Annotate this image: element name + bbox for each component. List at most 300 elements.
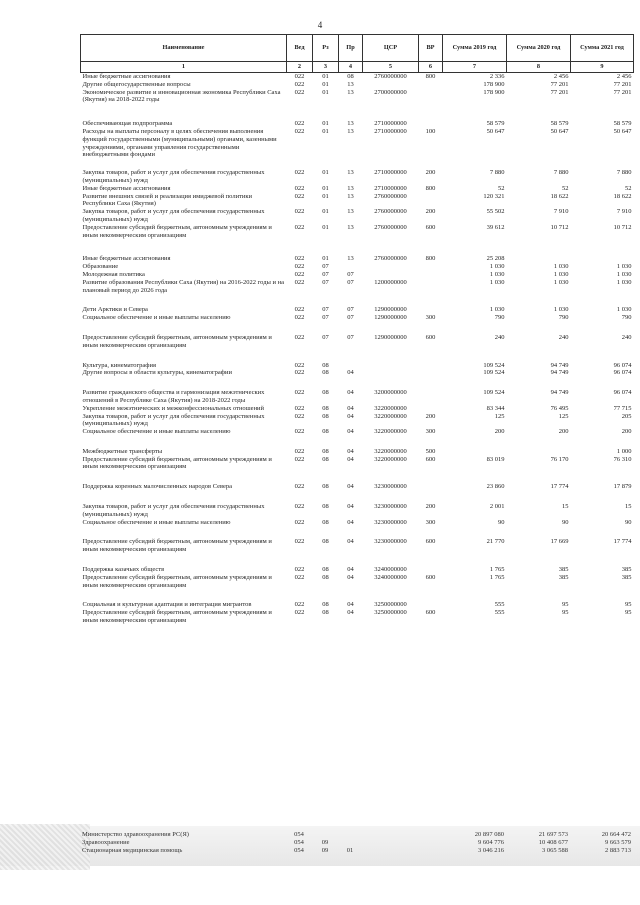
cell-y2020: 7 910	[553, 208, 569, 216]
scan-smudge	[0, 824, 90, 870]
table-row	[81, 104, 634, 128]
header-2021: Сумма 2021 год	[571, 35, 634, 62]
header-rz: Рз	[313, 35, 339, 62]
cell-csr	[362, 839, 418, 847]
cell-ved: 022	[294, 169, 305, 177]
cell-y2020: 90	[562, 518, 569, 526]
cell-rz: 01	[322, 169, 329, 177]
cell-y2019	[443, 436, 507, 456]
cell-pr: 13	[347, 223, 354, 231]
cell-pr: 04	[347, 573, 354, 581]
column-number: 6	[419, 62, 443, 73]
cell-y2020	[507, 436, 571, 456]
cell-rz: 08	[322, 538, 329, 546]
header-csr: ЦСР	[363, 35, 419, 62]
cell-csr	[363, 263, 419, 271]
cell-ved: 022	[294, 73, 305, 80]
cell-vr	[419, 350, 443, 370]
cell-csr: 2710000000	[374, 120, 407, 128]
header-pr: Пр	[339, 35, 363, 62]
cell-y2020: 125	[558, 412, 569, 420]
cell-csr: 3200000000	[374, 389, 407, 397]
cell-y2020: 2 456	[553, 73, 569, 80]
cell-rz: 01	[322, 208, 329, 216]
cell-name: Закупка товаров, работ и услуг для обеспечения государственных (муниципальных) нужд	[82, 412, 265, 428]
cell-csr: 2760000000	[374, 255, 407, 263]
cell-csr: 3240000000	[374, 566, 407, 574]
cell-csr: 2700000000	[374, 88, 407, 96]
cell-rz: 01	[322, 73, 329, 80]
cell-ved: 054	[294, 847, 304, 854]
cell-rz: 08	[322, 503, 329, 511]
cell-y2021: 96 074	[613, 369, 632, 377]
cell-rz: 08	[322, 361, 329, 369]
cell-ved: 022	[294, 389, 305, 397]
cell-name: Расходы на выплаты персоналу в целях обеспечения выполнения функций государственными (муниципальными) органами, казенными учреждениями, органами управления государственными внебюджетными фондами	[82, 127, 277, 159]
cell-name: Закупка товаров, работ и услуг для обеспечения государственных (муниципальных) нужд	[82, 503, 265, 518]
cell-pr: 13	[347, 169, 354, 177]
cell-ved: 022	[294, 573, 305, 581]
column-number: 8	[507, 62, 571, 73]
cell-y2019: 790	[494, 314, 505, 322]
cell-rz: 08	[322, 601, 329, 609]
header-2019: Сумма 2019 год	[443, 35, 507, 62]
cell-y2020: 3 065 588	[542, 847, 568, 854]
cell-y2021: 58 579	[613, 120, 632, 128]
cell-rz: 08	[322, 483, 329, 491]
cell-y2019: 1 765	[489, 573, 505, 581]
table-row	[81, 491, 634, 519]
cell-y2019: 178 900	[483, 88, 505, 96]
cell-y2021: 17 774	[613, 538, 632, 546]
header-row	[81, 35, 634, 62]
cell-ved: 022	[294, 609, 305, 617]
cell-csr: 3240000000	[374, 573, 407, 581]
cell-ved: 022	[294, 404, 305, 412]
cell-csr: 3220000000	[374, 412, 407, 420]
cell-y2021: 20 664 472	[601, 831, 631, 838]
cell-y2021: 1 030	[616, 306, 632, 314]
cell-ved: 022	[294, 192, 305, 200]
cell-y2020: 1 030	[553, 278, 569, 286]
cell-ved: 022	[294, 223, 305, 231]
page-number: 4	[317, 20, 323, 30]
table-row	[81, 208, 634, 224]
cell-y2019: 20 897 080	[474, 831, 504, 838]
table-row	[81, 554, 634, 574]
cell-pr: 13	[347, 184, 354, 192]
cell-y2019: 83 344	[486, 404, 505, 412]
cell-vr	[419, 554, 443, 574]
cell-ved: 022	[294, 455, 305, 463]
cell-y2019: 1 030	[489, 263, 505, 271]
cell-pr: 13	[347, 88, 354, 96]
cell-y2021: 385	[621, 573, 632, 581]
cell-y2020: 95	[562, 609, 569, 617]
cell-y2021: 2 883 713	[605, 847, 631, 854]
cell-ved: 022	[294, 80, 305, 88]
cell-y2019: 109 524	[483, 389, 505, 397]
cell-pr: 13	[347, 208, 354, 216]
footer-row	[80, 839, 633, 847]
cell-y2021: 96 074	[613, 361, 632, 369]
cell-ved: 022	[294, 412, 305, 420]
cell-name: Молодежная политика	[82, 270, 145, 278]
cell-pr: 04	[347, 503, 354, 511]
cell-name: Культура, кинематография	[82, 361, 156, 369]
header-name: Наименование	[81, 35, 287, 62]
cell-rz: 08	[322, 518, 329, 526]
cell-vr	[419, 271, 443, 279]
table-row	[81, 589, 634, 609]
cell-ved: 022	[294, 127, 305, 135]
cell-y2021: 77 201	[613, 80, 632, 88]
table-row	[81, 413, 634, 429]
cell-csr: 2710000000	[374, 184, 407, 192]
cell-vr	[418, 839, 442, 847]
cell-y2020: 17 774	[550, 483, 569, 491]
cell-y2021	[571, 239, 634, 263]
cell-pr: 07	[347, 306, 354, 314]
cell-csr: 3220000000	[374, 447, 407, 455]
cell-y2019: 109 524	[483, 361, 505, 369]
footer-body	[80, 831, 633, 855]
table-row	[81, 369, 634, 377]
cell-name: Другие вопросы в области культуры, кинематографии	[82, 369, 232, 377]
cell-rz: 01	[322, 192, 329, 200]
cell-rz: 07	[322, 263, 329, 271]
cell-rz: 08	[322, 428, 329, 436]
cell-ved: 022	[294, 428, 305, 436]
table-row	[81, 377, 634, 405]
cell-y2020: 790	[558, 314, 569, 322]
cell-rz: 07	[322, 314, 329, 322]
cell-pr: 04	[347, 483, 354, 491]
cell-csr	[363, 271, 419, 279]
cell-pr: 04	[347, 428, 354, 436]
table-row	[81, 271, 634, 279]
cell-pr: 13	[347, 255, 354, 263]
cell-ved: 022	[294, 120, 305, 128]
cell-y2019: 120 321	[483, 192, 505, 200]
cell-ved: 022	[294, 369, 305, 377]
table-row	[81, 263, 634, 271]
cell-ved: 022	[294, 333, 305, 341]
cell-y2019: 58 579	[486, 120, 505, 128]
column-number: 5	[363, 62, 419, 73]
cell-vr: 500	[425, 447, 436, 455]
cell-name: Стационарная медицинская помощь	[82, 847, 183, 854]
cell-ved: 022	[294, 601, 305, 609]
cell-rz: 07	[322, 270, 329, 278]
cell-y2021: 7 880	[616, 169, 632, 177]
cell-rz: 01	[322, 184, 329, 192]
cell-rz: 08	[322, 455, 329, 463]
cell-vr: 600	[425, 455, 436, 463]
cell-y2021: 15	[625, 503, 632, 511]
table-row	[81, 89, 634, 105]
footer-row	[80, 847, 633, 855]
cell-y2020: 94 749	[550, 389, 569, 397]
cell-name: Предоставление субсидий бюджетным, автономным учреждениям и иным некоммерческим организациям	[82, 333, 272, 349]
cell-csr: 1290000000	[374, 314, 407, 322]
cell-pr: 01	[346, 847, 354, 854]
cell-name: Предоставление субсидий бюджетным, автономным учреждениям и иным некоммерческим организациям	[82, 455, 272, 471]
cell-ved: 022	[294, 538, 305, 546]
cell-rz: 01	[322, 127, 329, 135]
column-number: 2	[287, 62, 313, 73]
cell-ved: 022	[294, 566, 305, 574]
cell-y2020: 1 030	[553, 263, 569, 271]
cell-y2019: 21 770	[486, 538, 505, 546]
cell-csr: 3250000000	[374, 609, 407, 617]
column-number: 3	[313, 62, 339, 73]
cell-y2019: 90	[498, 518, 505, 526]
cell-y2019: 2 001	[489, 503, 505, 511]
cell-y2020: 76 170	[550, 455, 569, 463]
cell-y2021: 1 030	[616, 263, 632, 271]
cell-y2019: 178 900	[483, 80, 505, 88]
cell-ved: 022	[294, 208, 305, 216]
cell-csr: 3230000000	[374, 518, 407, 526]
cell-y2019: 3 046 216	[478, 847, 504, 854]
table-row	[81, 239, 634, 263]
cell-y2019: 55 502	[486, 208, 505, 216]
cell-pr: 07	[347, 314, 354, 322]
cell-y2020: 1 030	[553, 306, 569, 314]
cell-pr: 07	[347, 333, 354, 341]
cell-rz: 08	[322, 566, 329, 574]
cell-y2021: 77 201	[613, 88, 632, 96]
cell-ved: 054	[294, 839, 304, 846]
cell-vr: 600	[425, 538, 436, 546]
cell-vr: 100	[425, 127, 436, 135]
cell-pr: 13	[347, 127, 354, 135]
cell-y2020: 77 201	[550, 80, 569, 88]
cell-rz: 09	[321, 847, 329, 854]
cell-pr: 04	[347, 412, 354, 420]
cell-y2021: 52	[625, 184, 632, 192]
cell-y2019: 52	[498, 184, 505, 192]
cell-vr: 300	[425, 428, 436, 436]
cell-y2019: 23 860	[486, 483, 505, 491]
cell-name: Дети Арктики и Севера	[82, 306, 148, 314]
cell-vr	[418, 847, 442, 855]
cell-csr: 2760000000	[374, 73, 407, 80]
cell-vr	[419, 405, 443, 413]
cell-csr: 1290000000	[374, 333, 407, 341]
cell-y2020: 52	[562, 184, 569, 192]
cell-rz: 08	[322, 609, 329, 617]
cell-vr	[419, 263, 443, 271]
column-number: 7	[443, 62, 507, 73]
cell-ved: 022	[294, 184, 305, 192]
footer-row	[80, 831, 633, 839]
cell-y2020: 10 712	[550, 223, 569, 231]
cell-name: Здравоохранение	[82, 839, 130, 846]
cell-y2019: 83 019	[486, 455, 505, 463]
table-row	[81, 609, 634, 625]
cell-vr: 200	[425, 208, 436, 216]
cell-rz: 01	[322, 80, 329, 88]
cell-csr	[362, 831, 418, 839]
cell-y2021: 385	[621, 566, 632, 574]
cell-csr: 3250000000	[374, 601, 407, 609]
cell-vr: 200	[425, 169, 436, 177]
cell-rz: 08	[322, 447, 329, 455]
cell-pr	[339, 350, 363, 370]
cell-csr: 2760000000	[374, 192, 407, 200]
cell-csr	[363, 369, 419, 377]
cell-rz: 08	[322, 369, 329, 377]
cell-y2020: 7 880	[553, 169, 569, 177]
cell-pr	[338, 831, 362, 839]
table-row	[81, 279, 634, 295]
column-number: 9	[571, 62, 634, 73]
cell-vr: 600	[425, 609, 436, 617]
cell-ved: 022	[294, 518, 305, 526]
cell-name: Иные бюджетные ассигнования	[82, 255, 171, 263]
cell-name: Обеспечивающая подпрограмма	[82, 120, 173, 128]
cell-y2020: 18 622	[550, 192, 569, 200]
cell-y2019: 1 030	[489, 278, 505, 286]
cell-y2019: 1 030	[489, 270, 505, 278]
cell-csr: 3230000000	[374, 483, 407, 491]
cell-ved: 022	[294, 263, 305, 271]
cell-rz: 07	[322, 278, 329, 286]
cell-name: Социальное обеспечение и иные выплаты населению	[82, 518, 231, 526]
cell-name: Иные бюджетные ассигнования	[82, 184, 171, 192]
cell-name: Социальное обеспечение и иные выплаты населению	[82, 314, 231, 322]
cell-vr	[419, 193, 443, 209]
table-row	[81, 159, 634, 185]
cell-name: Развитие гражданского общества и гармонизация межэтнических отношений в Республике Саха (Якутия) на 2018-2022 годы	[82, 389, 265, 404]
cell-pr: 13	[347, 192, 354, 200]
cell-rz: 01	[322, 88, 329, 96]
cell-vr: 600	[425, 333, 436, 341]
cell-ved: 022	[294, 314, 305, 322]
cell-vr: 600	[425, 223, 436, 231]
cell-y2021: 240	[621, 333, 632, 341]
cell-pr: 04	[347, 447, 354, 455]
cell-csr	[363, 81, 419, 89]
cell-name: Закупка товаров, работ и услуг для обеспечения государственных (муниципальных) нужд	[82, 208, 265, 223]
cell-csr: 3230000000	[374, 503, 407, 511]
table-row	[81, 526, 634, 554]
cell-rz: 08	[322, 389, 329, 397]
cell-name: Социальная и культурная адаптация и интеграция мигрантов	[82, 601, 252, 609]
cell-vr	[419, 81, 443, 89]
cell-pr: 04	[347, 404, 354, 412]
next-table-fragment	[80, 831, 633, 855]
table-row	[81, 436, 634, 456]
cell-y2021: 50 647	[613, 127, 632, 135]
table-row	[81, 471, 634, 491]
table-body	[81, 73, 634, 625]
cell-vr: 200	[425, 412, 436, 420]
cell-y2021: 18 622	[613, 192, 632, 200]
cell-y2019: 7 880	[489, 169, 505, 177]
cell-ved: 022	[294, 278, 305, 286]
table-row	[81, 73, 634, 81]
cell-name: Укрепление межэтнических и межконфессиональных отношений	[82, 404, 265, 412]
cell-pr: 04	[347, 566, 354, 574]
cell-y2020: 385	[558, 573, 569, 581]
table-row	[81, 519, 634, 527]
cell-y2020	[507, 239, 571, 263]
cell-y2020: 94 749	[550, 369, 569, 377]
cell-y2021: 1 000	[616, 447, 632, 455]
cell-y2020: 95	[562, 601, 569, 609]
cell-y2021: 1 030	[616, 270, 632, 278]
cell-rz: 08	[322, 573, 329, 581]
table-row	[81, 322, 634, 350]
cell-csr	[362, 847, 418, 855]
cell-csr: 2710000000	[374, 127, 407, 135]
cell-vr	[419, 471, 443, 491]
cell-vr: 200	[425, 503, 436, 511]
cell-y2021: 7 910	[616, 208, 632, 216]
cell-y2021: 200	[621, 428, 632, 436]
table-row	[81, 185, 634, 193]
cell-y2021: 77 715	[613, 404, 632, 412]
cell-pr: 08	[347, 73, 354, 80]
cell-vr	[419, 104, 443, 128]
cell-name: Развитие внешних связей и реализация имиджевой политики Республики Саха (Якутия)	[82, 192, 253, 208]
cell-ved: 022	[294, 88, 305, 96]
cell-vr	[419, 89, 443, 105]
cell-pr: 07	[347, 278, 354, 286]
cell-pr: 04	[347, 455, 354, 463]
cell-y2019: 2 336	[489, 73, 505, 80]
cell-name: Социальное обеспечение и иные выплаты населению	[82, 428, 231, 436]
column-number-row	[81, 62, 634, 73]
table-row	[81, 456, 634, 472]
cell-rz: 01	[322, 255, 329, 263]
cell-name: Развитие образования Республики Саха (Якутия) на 2016-2022 годы и на плановый период до 2026 года	[82, 278, 285, 294]
cell-ved: 022	[294, 255, 305, 263]
cell-vr	[419, 279, 443, 295]
cell-y2021: 90	[625, 518, 632, 526]
budget-table	[80, 34, 634, 625]
cell-csr: 2760000000	[374, 208, 407, 216]
cell-y2021: 96 074	[613, 389, 632, 397]
cell-y2019: 109 524	[483, 369, 505, 377]
cell-csr: 2760000000	[374, 223, 407, 231]
cell-y2019: 1 765	[489, 566, 505, 574]
cell-y2021: 9 663 579	[605, 839, 631, 846]
cell-name: Межбюджетные трансферты	[82, 447, 163, 455]
cell-rz: 07	[322, 306, 329, 314]
cell-y2021: 10 712	[613, 223, 632, 231]
cell-y2021: 790	[621, 314, 632, 322]
cell-y2019: 1 030	[489, 306, 505, 314]
cell-pr	[339, 263, 363, 271]
cell-csr: 3220000000	[374, 404, 407, 412]
cell-vr	[419, 369, 443, 377]
table-row	[81, 350, 634, 370]
cell-rz	[312, 831, 338, 839]
header-2020: Сумма 2020 год	[507, 35, 571, 62]
cell-vr: 300	[425, 314, 436, 322]
cell-csr: 3220000000	[374, 428, 407, 436]
cell-name: Образование	[82, 263, 119, 271]
cell-y2019: 125	[494, 412, 505, 420]
cell-name: Экономическое развитие и инновационная экономика Республики Саха (Якутия) на 2018-2022 годы	[82, 88, 281, 104]
cell-vr: 800	[425, 255, 436, 263]
cell-name: Предоставление субсидий бюджетным, автономным учреждениям и иным некоммерческим организациям	[82, 538, 272, 554]
cell-ved: 022	[294, 447, 305, 455]
